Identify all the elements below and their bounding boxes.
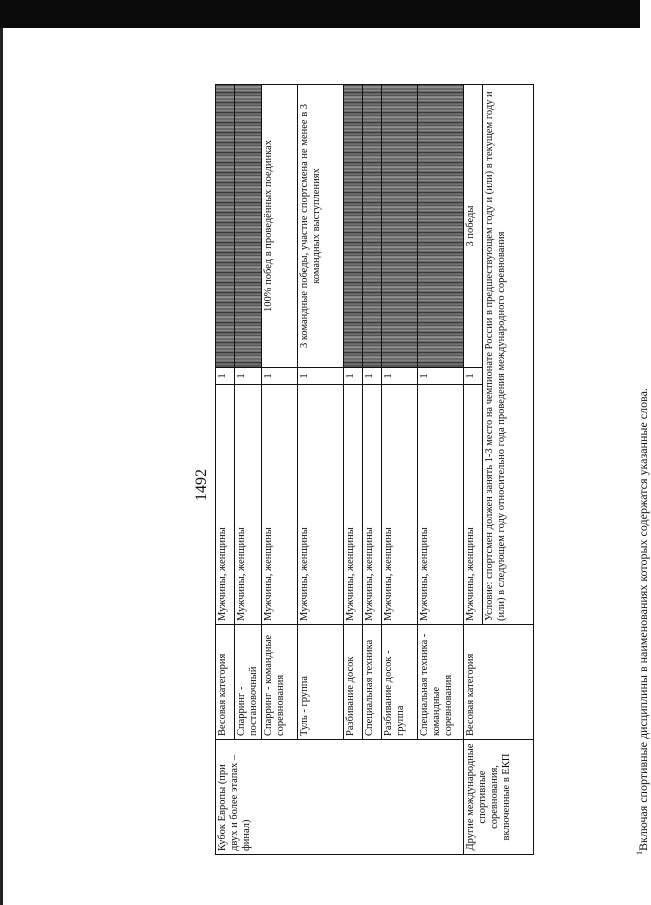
norms-table [215, 84, 534, 855]
shaded-cell [363, 85, 382, 368]
scan-left-border [0, 28, 3, 905]
discipline-cell: Разбивание досок - группа [382, 625, 418, 740]
page-number: 1492 [193, 469, 210, 501]
discipline-cell: Специальная техника [363, 625, 382, 740]
footnote-mark: 1 [635, 851, 644, 855]
shaded-cell [216, 85, 235, 368]
gender-cell: Мужчины, женщины [216, 385, 235, 625]
footnote [635, 85, 651, 855]
table-row [262, 85, 298, 855]
place-cell: 1 [418, 368, 464, 385]
gender-cell: Мужчины, женщины [418, 385, 464, 625]
scan-top-border [0, 0, 640, 28]
place-cell: 1 [298, 368, 344, 385]
place-cell: 1 [216, 368, 235, 385]
discipline-cell: Туль - группа [298, 625, 344, 740]
shaded-cell [382, 85, 418, 368]
discipline-cell: Весовая категория [216, 625, 235, 740]
shaded-cell [418, 85, 464, 368]
discipline-cell: Разбивание досок [344, 625, 363, 740]
place-cell: 1 [344, 368, 363, 385]
gender-cell: Мужчины, женщины [363, 385, 382, 625]
gender-cell: Мужчины, женщины [262, 385, 298, 625]
table-row [298, 85, 344, 855]
gender-cell: Мужчины, женщины [344, 385, 363, 625]
competition-name: Кубок Европы (при двух и более этапах – финал) [216, 740, 464, 855]
gender-cell: Мужчины, женщины [464, 385, 483, 625]
table-row [344, 85, 363, 855]
table-row [363, 85, 382, 855]
condition-cell: 3 победы [464, 85, 483, 368]
discipline-cell: Весовая категория [464, 625, 534, 740]
place-cell: 1 [363, 368, 382, 385]
gender-cell: Мужчины, женщины [298, 385, 344, 625]
rotated-page [193, 85, 650, 855]
gender-cell: Мужчины, женщины [382, 385, 418, 625]
discipline-cell: Спарринг - постановочный [235, 625, 262, 740]
table-row [235, 85, 262, 855]
condition-cell: 100% побед в проведённых поединках [262, 85, 298, 368]
place-cell: 1 [262, 368, 298, 385]
shaded-cell [235, 85, 262, 368]
competition-name: Другие международные спортивные соревнования, включенные в ЕКП [464, 740, 534, 855]
shaded-cell [344, 85, 363, 368]
gender-cell: Мужчины, женщины [235, 385, 262, 625]
footnote-text: Включая спортивные дисциплины в наименованиях которых содержатся указанные слова. [636, 388, 650, 851]
discipline-cell: Специальная техника - командные соревнования [418, 625, 464, 740]
condition-note: Условие: спортсмен должен занять 1-3 место на чемпионате России в предшествующем году и (или) в текущем году и (или) в следующем году относительно года проведения международного соревнования [483, 85, 534, 625]
place-cell: 1 [235, 368, 262, 385]
table-row [382, 85, 418, 855]
table-row [216, 85, 235, 855]
discipline-cell: Спарринг - командные соревнования [262, 625, 298, 740]
table-row [418, 85, 464, 855]
table-row [464, 85, 483, 855]
condition-cell: 3 командные победы, участие спортсмена не менее в 3 командных выступлениях [298, 85, 344, 368]
place-cell: 1 [382, 368, 418, 385]
place-cell: 1 [464, 368, 483, 385]
